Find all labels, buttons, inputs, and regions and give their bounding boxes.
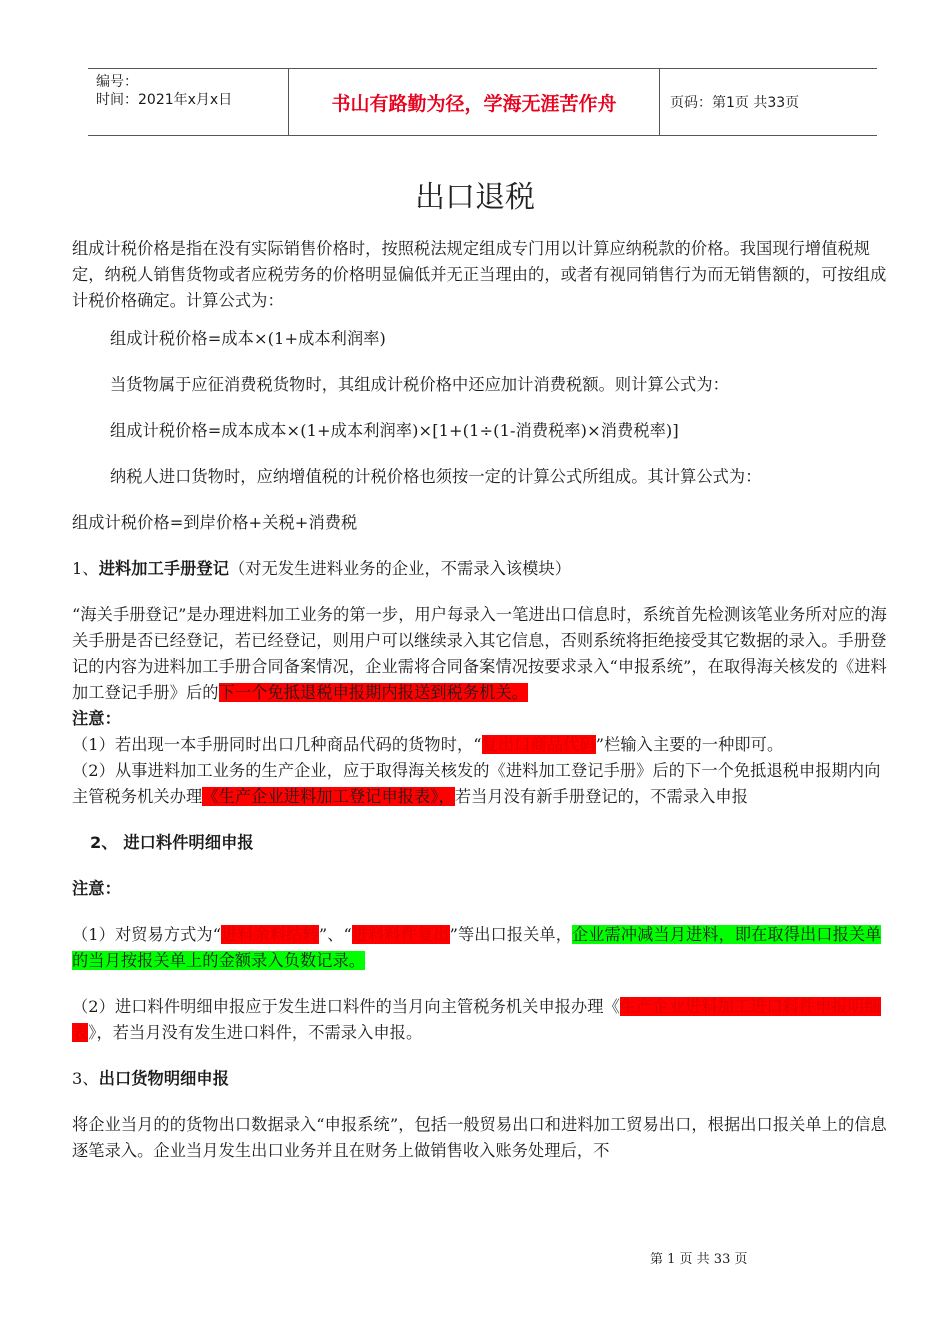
highlight-red: 生产企业进料加工进口料件申报明细表 (72, 997, 881, 1042)
formula-1: 组成计税价格=成本×(1+成本利润率) (110, 329, 386, 348)
note-text: ”、“ (318, 925, 352, 944)
document-header (88, 68, 877, 136)
page-footer: 第 1 页 共 33 页 (650, 1252, 748, 1267)
section-2-note-2 (72, 994, 892, 1046)
section-2-note-label: 注意： (72, 879, 121, 898)
note-text: ”等出口报关单， (449, 925, 572, 944)
note-text: （2）从事进料加工业务的生产企业，应于取得海关核发的《进料加工登记手册》后的下一个免抵退税申报期内向主管税务机关办理 (72, 761, 881, 806)
number-label: 编号： (96, 74, 138, 90)
header-page-label: 页码：第1页 共33页 (670, 95, 800, 111)
header-meta (88, 69, 288, 135)
note-text: ”栏输入主要的一种即可。 (595, 735, 784, 754)
highlight-red: 《生产企业进料加工登记申报表》， (202, 787, 455, 806)
note-text: 若当月没有新手册登记的，不需录入申报 (454, 787, 748, 806)
section-2-heading: 2、 进口料件明细申报 (90, 833, 254, 852)
paragraph-consumption-tax: 当货物属于应征消费税货物时，其组成计税价格中还应加计消费税额。则计算公式为： (110, 375, 729, 394)
paragraph-import: 纳税人进口货物时，应纳增值税的计税价格也须按一定的计算公式所组成。其计算公式为： (110, 467, 762, 486)
section-1-note-2 (72, 758, 892, 810)
section-1-number: 1、 (72, 559, 99, 578)
document-body (72, 236, 892, 1164)
section-1-heading (72, 556, 892, 582)
note-text: （1）对贸易方式为“ (72, 925, 222, 944)
section-1-note-label: 注意： (72, 709, 121, 728)
highlight-red: 进料料件复出 (351, 925, 450, 944)
section-2-note-1 (72, 922, 892, 974)
highlight-red: 复出口商品代码 (481, 735, 596, 754)
note-text: （1）若出现一本手册同时出口几种商品代码的货物时，“ (72, 735, 482, 754)
document-title: 出口退税 (415, 180, 535, 215)
formula-2: 组成计税价格=成本成本×(1+成本利润率)×[1+(1÷(1-消费税率)×消费税率)] (110, 421, 679, 440)
time-label: 时间：2021年x月x日 (96, 92, 233, 108)
section-1-note-1 (72, 732, 892, 758)
section-1-body-text: “海关手册登记”是办理进料加工业务的第一步，用户每录入一笔进出口信息时，系统首先检测该笔业务所对应的海关手册是否已经登记，若已经登记，则用户可以继续录入其它信息，否则系统将拒绝接受其它数据的录入。手册登记的内容为进料加工手册合同备案情况，企业需将合同备案情况按要求录入“申报系统”，在取得海关核发的《进料加工登记手册》后的 (72, 605, 887, 702)
highlight-green: 企业需冲减当月进料，即在取得出口报关单的当月按报关单上的金额录入负数记录。 (72, 925, 882, 970)
highlight-red: 进料余料结转 (221, 925, 319, 944)
section-1-body (72, 602, 892, 706)
intro-paragraph: 组成计税价格是指在没有实际销售价格时，按照税法规定组成专门用以计算应纳税款的价格。我国现行增值税规定，纳税人销售货物或者应税劳务的价格明显偏低并无正当理由的，或者有视同销售行为而无销售额的，可按组成计税价格确定。计算公式为： (72, 239, 887, 310)
note-text: （2）进口料件明细申报应于发生进口料件的当月向主管税务机关申报办理《 (72, 997, 620, 1016)
section-3-title: 出口货物明细申报 (98, 1069, 229, 1088)
highlight-red: 下一个免抵退税申报期内报送到税务机关。 (218, 683, 529, 702)
note-text: 》，若当月没有发生进口料件，不需录入申报。 (88, 1023, 423, 1042)
header-motto: 书山有路勤为径，学海无涯苦作舟 (288, 69, 660, 135)
section-1-note: （对无发生进料业务的企业，不需录入该模块） (229, 559, 572, 578)
formula-3: 组成计税价格=到岸价格+关税+消费税 (72, 513, 358, 532)
section-3-body: 将企业当月的的货物出口数据录入“申报系统”，包括一般贸易出口和进料加工贸易出口，根据出口报关单上的信息逐笔录入。企业当月发生出口业务并且在财务上做销售收入账务处理后，不 (72, 1115, 887, 1160)
section-1-title: 进料加工手册登记 (98, 559, 229, 578)
section-3-number: 3、 (72, 1069, 99, 1088)
section-3-heading (72, 1066, 892, 1092)
